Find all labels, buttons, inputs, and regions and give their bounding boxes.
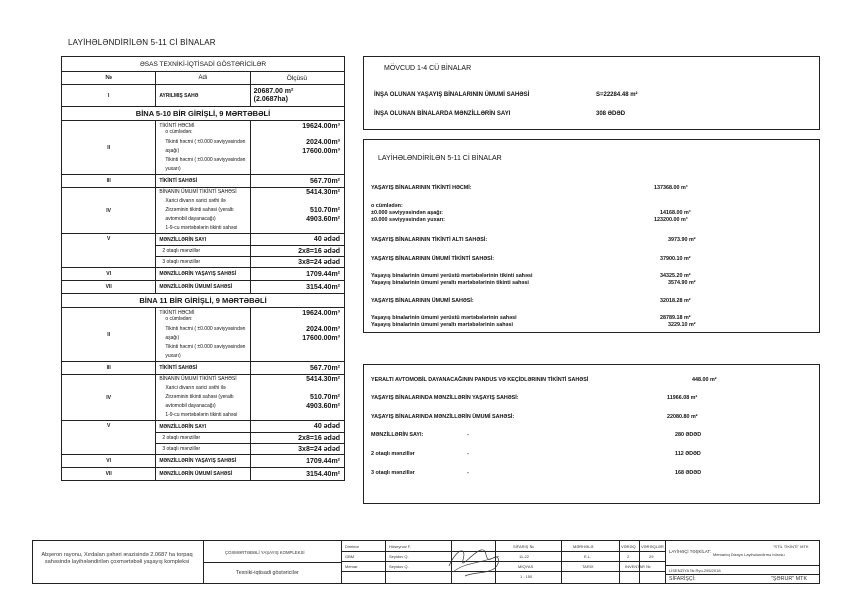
scale-header: MİQYAS — [518, 564, 534, 569]
row-name: TİKİNTİ HƏCMİ o cümlədən: Tikinti həcmi ( ±0.000 səviyyəsindən aşağı) Tikinti həcmi ( ±0.000 səviyyəsindən yuxarı) — [156, 308, 250, 362]
stage-header: MƏRHƏLƏ — [573, 544, 594, 549]
order-no-header: SİFARİŞ № — [513, 544, 534, 549]
parking-ramp-area-value: 448.00 m² — [692, 377, 717, 383]
row-value: 5414.30m² 510.70m² 4903.60m² — [250, 375, 344, 421]
role-architect: Memar — [345, 564, 358, 569]
inventory-header: İNVENTAR № — [625, 564, 651, 569]
below-ground-area-value: 3574.90 m² — [668, 280, 696, 286]
existing-buildings-box — [363, 56, 820, 130]
row-value: 19624.00m³ 2024.00m³ 17600.00m³ — [250, 121, 344, 175]
customer-name: "ŞƏRUR" MTK — [771, 576, 808, 582]
section-title-bina-11: BİNA 11 BİR GİRİŞLİ, 9 MƏRTƏBƏLİ — [62, 294, 345, 308]
row-name: 3 otaqlı mənzillər — [156, 444, 250, 455]
row-value: 2x8=16 ədəd — [250, 246, 344, 257]
row-no: II — [62, 308, 156, 362]
section-title-bina-5-10: BİNA 5-10 BİR GİRİŞLİ, 9 MƏRTƏBƏLİ — [62, 107, 345, 121]
row-name: TİKİNTİ SAHƏSİ — [156, 362, 250, 375]
apartments-total-area-label: YAŞAYIŞ BİNALARINDA MƏNZİLLƏRİN ÜMUMİ SAHƏSİ: — [371, 414, 515, 420]
above-ground-area-label: Yaşayış binalarinin ümumi yerüstü mərtəbələrinin tikinti sahəsi — [371, 273, 533, 279]
total-building-area-value: 37900.10 m² — [660, 256, 691, 262]
sheets-header: VƏRƏQLƏR — [641, 544, 664, 549]
project-name: ÇOXMƏRTƏBƏLİ YAŞAYIŞ KOMPLEKSİ — [225, 550, 305, 555]
row-value: 40 ədəd — [250, 234, 344, 246]
total-building-area-label: YAŞAYIŞ BİNALARININ ÜMUMİ TİKİNTİ SAHƏSİ: — [371, 256, 495, 262]
row-name: BİNANIN ÜMUMİ TİKİNTİ SAHƏSİ Xarici divarın xarici səthi ilə Zirzəminin tikinti sahəsi (yeraltı avtomobil dayanacağı) 1-9-cu mərtəbələrin tikinti sahəsi — [156, 375, 250, 421]
apartments-count-label: MƏNZİLLƏRİN SAYI: — [371, 432, 424, 438]
row-name: MƏNZİLLƏRİN SAYI — [156, 421, 250, 433]
row-no: VII — [62, 281, 156, 294]
row-value: 1709.44m² — [250, 455, 344, 468]
table-title: ƏSAS TEXNİKİ-İQTİSADİ GÖSTƏRİCİLƏR — [62, 57, 345, 72]
apartments-count-label: İNŞA OLUNAN BİNALARDA MƏNZİLLƏRİN SAYI — [374, 111, 511, 117]
row-name: MƏNZİLLƏRİN YAŞAYIŞ SAHƏSİ — [156, 268, 250, 281]
apartments-count-dash: - — [467, 432, 469, 438]
living-area-value: 11966.08 m² — [667, 395, 698, 401]
col-name: Adı — [156, 72, 250, 85]
volume-value: 137368.00 m³ — [654, 185, 688, 191]
sheet-value: 2 — [627, 554, 630, 559]
below-ground-total-value: 3229.10 m² — [668, 322, 696, 328]
apartments-total-area-value: 22080.80 m² — [667, 414, 698, 420]
total-area-value: 32018.28 m² — [660, 298, 691, 304]
row-value: 20687.00 m² (2.0687ha) — [250, 85, 344, 107]
below-ground-total-label: Yaşayış binalarinin ümumi yeraltı mərtəbələrinin sahəsi — [371, 322, 514, 328]
total-area-value: S=22284.48 m² — [596, 92, 638, 98]
apartments-count-value: 280 ƏDƏD — [675, 432, 702, 438]
designer-label: LAYİHƏÇİ TƏŞKİLAT: — [669, 549, 711, 554]
row-name: 3 otaqlı mənzillər — [156, 257, 250, 268]
col-no: № — [62, 72, 156, 85]
row-no: VI — [62, 455, 156, 468]
below-ground-area-label: Yaşayış binalarinin ümumi yeraltı mərtəbələrinin tikinti sahəsi — [371, 280, 529, 286]
row-value: 567.70m² — [250, 175, 344, 188]
above-ground-area-value: 34325.20 m² — [660, 273, 691, 279]
designer-name: "STİL TİKİNTİ" MTK — [773, 544, 809, 549]
license: LİSENZİYA № Ryo-295/2018 — [669, 568, 721, 573]
row-name: MƏNZİLLƏRİN ÜMUMİ SAHƏSİ — [156, 281, 250, 294]
total-area-label: YAŞAYIŞ BİNALARININ ÜMUMİ SAHƏSİ: — [371, 298, 474, 304]
row-name: MƏNZİLLƏRİN ÜMUMİ SAHƏSİ — [156, 468, 250, 481]
customer-label: SİFARİŞÇİ: — [669, 576, 696, 582]
three-room-value: 168 ƏDƏD — [675, 470, 702, 476]
row-value: 1709.44m² — [250, 268, 344, 281]
sheet-name: Texniki-iqtisadi göstəricilər — [236, 570, 299, 576]
designer-bureau: Memarlıq Dizayn Layihələndirmə bürosu — [713, 552, 785, 557]
two-room-value: 112 ƏDƏD — [675, 451, 701, 457]
below-zero-value: 14168.00 m³ — [660, 210, 691, 216]
under-building-area-value: 3973.90 m² — [668, 237, 696, 243]
parking-ramp-area-label: YERALTI AVTOMOBİL DAYANACAĞININ PANDUS VƏ KEÇİDLƏRININ TİKİNTİ SAHƏSİ — [371, 377, 589, 383]
scale-value: 1 : 150 — [520, 574, 533, 579]
summary-box — [363, 364, 820, 504]
below-zero-label: ±0.000 səviyyəsindən aşağı: — [371, 210, 443, 216]
three-room-dash: - — [467, 470, 469, 476]
above-ground-total-value: 28789.18 m² — [660, 315, 691, 321]
row-name: AYRILMIŞ SAHƏ — [156, 85, 250, 107]
above-zero-label: ±0.000 səviyyəsindən yuxarı: — [371, 217, 445, 223]
row-no: IV — [62, 188, 156, 234]
row-name: TİKİNTİ SAHƏSİ — [156, 175, 250, 188]
sheet-title: LAYİHƏLƏNDİRİLƏN 5-11 Cİ BİNALAR — [68, 38, 216, 47]
order-no-value: 11-22 — [519, 554, 529, 559]
row-no: VI — [62, 268, 156, 281]
role-gbm: GBM — [345, 554, 355, 559]
above-ground-total-label: Yaşayış binalarinin ümumi yerüstü mərtəbələrinin sahəsi — [371, 315, 517, 321]
role-director: Direktor — [345, 544, 360, 549]
volume-label: YAŞAYIŞ BİNALARININ TİKİNTİ HƏCMİ: — [371, 185, 472, 191]
row-value: 3x8=24 ədəd — [250, 257, 344, 268]
stage-value: E.L. — [584, 554, 592, 559]
row-value: 3154.40m² — [250, 468, 344, 481]
row-name: TİKİNTİ HƏCMİ o cümlədən: Tikinti həcmi ( ±0.000 səviyyəsindən aşağı) Tikinti həcmi ( ±0.000 səviyyəsindən yuxarı) — [156, 121, 250, 175]
under-building-area-label: YAŞAYIŞ BİNALARININ TİKİNTİ ALTI SAHƏSİ: — [371, 237, 488, 243]
row-value: 5414.30m² 510.70m² 4903.60m² — [250, 188, 344, 234]
row-no: I — [62, 85, 156, 107]
row-name: 2 otaqlı mənzillər — [156, 433, 250, 444]
name-architect: Seyidov Q. — [389, 564, 409, 569]
box-title: MÖVCUD 1-4 CÜ BİNALAR — [384, 65, 472, 72]
row-value: 40 ədəd — [250, 421, 344, 433]
row-value: 3x8=24 ədəd — [250, 444, 344, 455]
living-area-label: YAŞAYIŞ BİNALARINDA MƏNZİLLƏRİN YAŞAYIŞ SAHƏSİ: — [371, 395, 519, 401]
row-value: 567.70m² — [250, 362, 344, 375]
row-name: BİNANIN ÜMUMİ TİKİNTİ SAHƏSİ Xarici divarın xarici səthi ilə Zirzəminin tikinti sahəsi (yeraltı avtomobil dayanacağı) 1-9-cu mərtəbələrin tikinti sahəsi — [156, 188, 250, 234]
designed-buildings-box — [363, 139, 820, 333]
row-name: 2 otaqlı mənzillər — [156, 246, 250, 257]
row-no: III — [62, 362, 156, 375]
technical-indicators-table — [61, 56, 345, 481]
name-gbm: Seyidov Q. — [389, 554, 409, 559]
total-area-label: İNŞA OLUNAN YAŞAYIŞ BİNALARININ ÜMUMİ SAHƏSİ — [374, 92, 530, 98]
col-unit: Ölçüsü — [250, 72, 344, 85]
row-name: MƏNZİLLƏRİN YAŞAYIŞ SAHƏSİ — [156, 455, 250, 468]
row-no: V — [62, 234, 156, 268]
two-room-label: 2 otaqlı mənzillər — [371, 451, 415, 457]
row-no: V — [62, 421, 156, 455]
title-block — [32, 540, 820, 584]
row-no: II — [62, 121, 156, 175]
row-value: 19624.00m³ 2024.00m³ 17600.00m³ — [250, 308, 344, 362]
including-label: o cümlədən: — [371, 203, 403, 209]
name-director: Hüseynov F. — [389, 544, 412, 549]
date-header: TARİX — [582, 564, 594, 569]
project-description: Abşeron rayonu, Xırdalan şəhəri ərazisində 2.0687 ha torpaq sahəsində layihələndirilən çoxmərtəbəli yaşayış kompleksi — [41, 552, 193, 565]
row-no: IV — [62, 375, 156, 421]
row-no: VII — [62, 468, 156, 481]
row-name: MƏNZİLLƏRİN SAYI — [156, 234, 250, 246]
three-room-label: 3 otaqlı mənzillər — [371, 470, 415, 476]
box-title: LAYİHƏLƏNDİRİLƏN 5-11 Cİ BİNALAR — [378, 155, 502, 162]
row-no: III — [62, 175, 156, 188]
sheet-header: VƏRƏQ — [621, 544, 636, 549]
sheets-value: 29 — [649, 554, 654, 559]
two-room-dash: - — [467, 451, 469, 457]
row-value: 3154.40m² — [250, 281, 344, 294]
apartments-count-value: 308 ƏDƏD — [596, 111, 626, 117]
row-value: 2x8=16 ədəd — [250, 433, 344, 444]
above-zero-value: 123200.00 m³ — [654, 217, 688, 223]
